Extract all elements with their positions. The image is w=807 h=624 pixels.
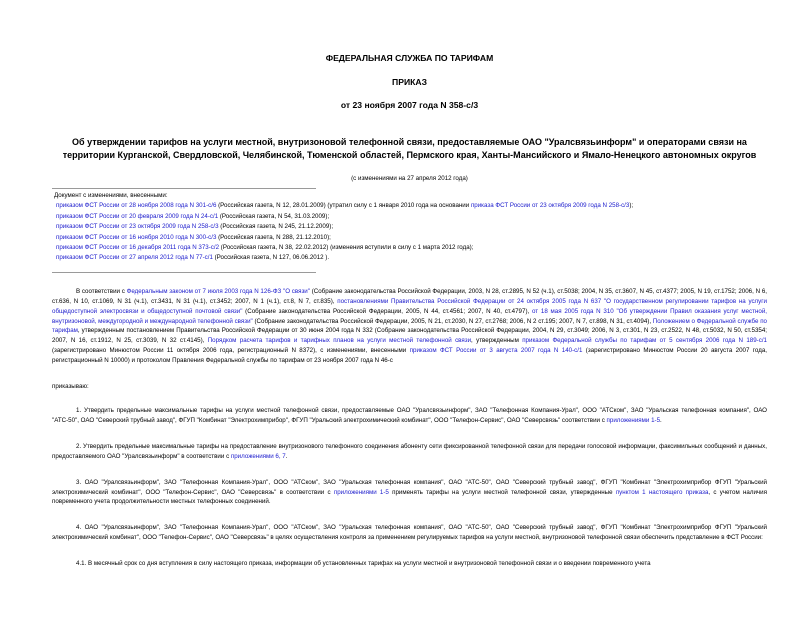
text-run: . — [660, 416, 662, 424]
order-140-link[interactable]: приказом ФСТ России от 3 августа 2007 года N 140-с/1 — [409, 347, 583, 355]
change-item — [52, 201, 767, 211]
regulation-link[interactable]: Положением о Федеральной службе по тарифам — [52, 317, 767, 335]
order-word: приказываю: — [52, 383, 89, 391]
change-link[interactable]: приказа ФСТ России от 23 октября 2009 года N 258-с/3 — [470, 202, 630, 210]
law-link[interactable]: Федеральным законом от 7 июля 2003 года N 126-ФЗ "О связи" — [126, 287, 310, 295]
change-link[interactable]: приказом ФСТ России от 16 декабря 2011 года N 373-с/2 — [56, 244, 220, 252]
change-text: (Российская газета, N 288, 21.12.2010); — [216, 233, 331, 241]
doc-date-number: от 23 ноября 2007 года N 358-с/3 — [340, 100, 479, 110]
clause-2 — [52, 442, 767, 462]
rules-link[interactable]: от 18 мая 2005 года N 310 "Об утверждении Правил оказания услуг местной, внутризоновой, междугородной и международной телефонной связи" — [52, 307, 767, 325]
text-run: применять тарифы на услуги местной телефонной связи, утвержденные — [388, 488, 616, 496]
document-page — [0, 53, 807, 624]
order-189-link[interactable]: приказом Федеральной службы по тарифам от 5 сентября 2006 года N 189-с/1 — [522, 337, 767, 345]
change-text: (Российская газета, N 127, 06.06.2012 ). — [212, 254, 330, 262]
text-run: 2. Утвердить предельные максимальные тарифы на предоставление внутризонового телефонного соединения абоненту сети фиксированной телефонной связи для передачи голосовой информации, факсимильных сообщений и данных, предоставляемого ОАО "Уралсвязьинформ" в соответствии с — [52, 442, 767, 460]
change-text: (Российская газета, N 12, 28.01.2009) (утратил силу с 1 января 2010 года на основании — [216, 202, 471, 210]
text-run: . — [285, 452, 288, 460]
text-run: (зарегистрировано Минюстом России 11 октября 2006 года, регистрационный N 8372), с изменениями, внесенными — [52, 347, 410, 355]
text-run: , утвержденным постановлением Правительства Российской Федерации от 30 июня 2004 года N 332 (Собрание законодательства Российской Федерации, 2004, N 29, ст.3049; 2006, N 3, ст.301, N 23, ст.2522, N 48, ст.5032, N 50, ст.5354; 2007, N 16, ст.1912, N 25, ст.3039, N 32 ст.4145), — [52, 327, 767, 345]
change-link[interactable]: приказом ФСТ России от 27 апреля 2012 года N 77-с/1 — [56, 254, 213, 262]
appendix-link[interactable]: приложениями 6, 7 — [230, 452, 286, 460]
clause-link[interactable]: пунктом 1 настоящего приказа — [615, 488, 709, 496]
clause-4: 4. ОАО "Уралсвязьинформ", ЗАО "Телефонная Компания-Урал", ООО "АТСком", ЗАО "Уральская телефонная компания", ОАО "АТС-50", ОАО "Северский трубный завод", ФГУП "Комбинат "Электрохимприбор ФГУП "Уральский электрохимический комбинат", ООО "Телефон-Сервис", ОАО "Северсвязь" в целях осуществления контроля за применением регулируемых тарифов на услуги местной, внутризоновой телефонной связи обеспечить представление в ФСТ России: — [52, 524, 767, 542]
change-item — [52, 243, 767, 253]
appendix-link[interactable]: приложениями 1-5 — [333, 488, 389, 496]
change-item — [52, 233, 767, 243]
change-text: (Российская газета, N 38, 22.02.2012) (изменения вступили в силу с 1 марта 2012 года); — [219, 244, 474, 252]
divider-top — [52, 188, 316, 189]
text-run: (зарегистрировано Минюстом России 20 августа 2007 года, регистрационный N 10000) и протоколом Правления Федеральной службы по тарифам от 23 ноября 2007 года N 46-с — [52, 347, 768, 365]
change-text: ); — [629, 202, 634, 210]
change-item — [52, 253, 767, 263]
text-run: , утвержденным — [471, 337, 523, 345]
appendix-link[interactable]: приложениями 1-5 — [606, 416, 661, 424]
change-text: (Российская газета, N 245, 21.12.2009); — [218, 223, 334, 231]
changes-heading: Документ с изменениями, внесенными: — [54, 192, 168, 199]
procedure-link[interactable]: Порядком расчета тарифов и тарифных планов на услуги местной телефонной связи — [207, 337, 472, 345]
preamble-paragraph — [52, 287, 767, 366]
doc-title: Об утверждении тарифов на услуги местной, внутризоновой телефонной связи, предоставляемые ОАО "Уралсвязьинформ" и операторами связи на территории Курганской, Свердловской, Челябинской, Тюменской областей, Пермского края, Ханты-Мансийского и Ямало-Ненецкого автономных округов — [62, 137, 757, 160]
change-link[interactable]: приказом ФСТ России от 28 ноября 2008 года N 301-с/6 — [56, 202, 217, 210]
agency-name: ФЕДЕРАЛЬНАЯ СЛУЖБА ПО ТАРИФАМ — [325, 53, 494, 63]
revision-note: (с изменениями на 27 апреля 2012 года) — [351, 175, 468, 182]
change-item — [52, 222, 767, 232]
text-run: (Собрание законодательства Российской Федерации, 2005, N 21, ст.2030, N 27, ст.2768; 2006, N 2 ст.195; 2007, N 7, ст.898, N 31, ст.4094), — [252, 317, 653, 325]
clause-4-1: 4.1. В месячный срок со дня вступления в силу настоящего приказа, информации об установленных тарифах на услуги местной и внутризоновой телефонной связи и о введении повременного учета — [76, 560, 651, 568]
changes-list — [52, 191, 767, 264]
resolution-link[interactable]: постановлениями Правительства Российской Федерации от 24 октября 2005 года N 637 "О государственном регулировании тарифов на услуги общедоступной электросвязи и общедоступной почтовой связи" — [52, 297, 767, 315]
change-item — [52, 212, 767, 222]
text-run: , с учетом наличия повременного учета продолжительности местных телефонных соединений. — [52, 488, 767, 506]
change-link[interactable]: приказом ФСТ России от 23 октября 2009 года N 258-с/3 — [56, 223, 219, 231]
text-run: (Собрание законодательства Российской Федерации, 2003, N 28, ст.2895, N 52 (ч.1), ст.5038; 2004, N 35, ст.3607, N 45, ст.4377; 2005, N 19, ст.1752; 2006, N 6, ст.636, N 10, ст.1069, N 31 (ч.1), ст.3431, N 31 (ч.1), ст.3452; 2007, N 1 (ч.1), ст.8, N 7, ст.835), — [52, 287, 767, 305]
change-text: (Российская газета, N 54, 31.03.2009); — [218, 212, 330, 220]
divider-bottom — [52, 272, 316, 273]
text-run: В соответствии с — [76, 287, 127, 295]
text-run: 1. Утвердить предельные максимальные тарифы на услуги местной телефонной связи, предоставляемые ОАО "Уралсвязьинформ", ЗАО "Телефонная Компания-Урал", ООО "АТСком", ЗАО "Уральская телефонная компания", ОАО "АТС-50", ОАО "Северский трубный завод", ФГУП "Комбинат "Электрохимприбор", ФГУП "Уральский электрохимический комбинат", ООО "Телефон-Сервис", ОАО "Северсвязь" соответствии с — [52, 407, 767, 424]
doc-type: ПРИКАЗ — [392, 77, 427, 87]
text-run: 3. ОАО "Уралсвязьинформ", ЗАО "Телефонная Компания-Урал", ООО "АТСком", ЗАО "Уральская телефонная компания", ОАО "АТС-50", ОАО "Северский трубный завод", ФГУП "Комбинат "Электрохимприбор ФГУП "Уральский электрохимический комбинат", ООО "Телефон-Сервис", ОАО "Северсвязь" в соответствии с — [52, 478, 767, 496]
change-link[interactable]: приказом ФСТ России от 16 ноября 2010 года N 300-с/3 — [56, 233, 217, 241]
clause-1 — [52, 406, 767, 426]
clause-3 — [52, 478, 767, 508]
text-run: (Собрание законодательства Российской Федерации, 2005, N 44, ст.4561; 2007, N 40, ст.4797), — [242, 307, 532, 315]
change-link[interactable]: приказом ФСТ России от 20 февраля 2009 года N 24-с/1 — [56, 212, 219, 220]
